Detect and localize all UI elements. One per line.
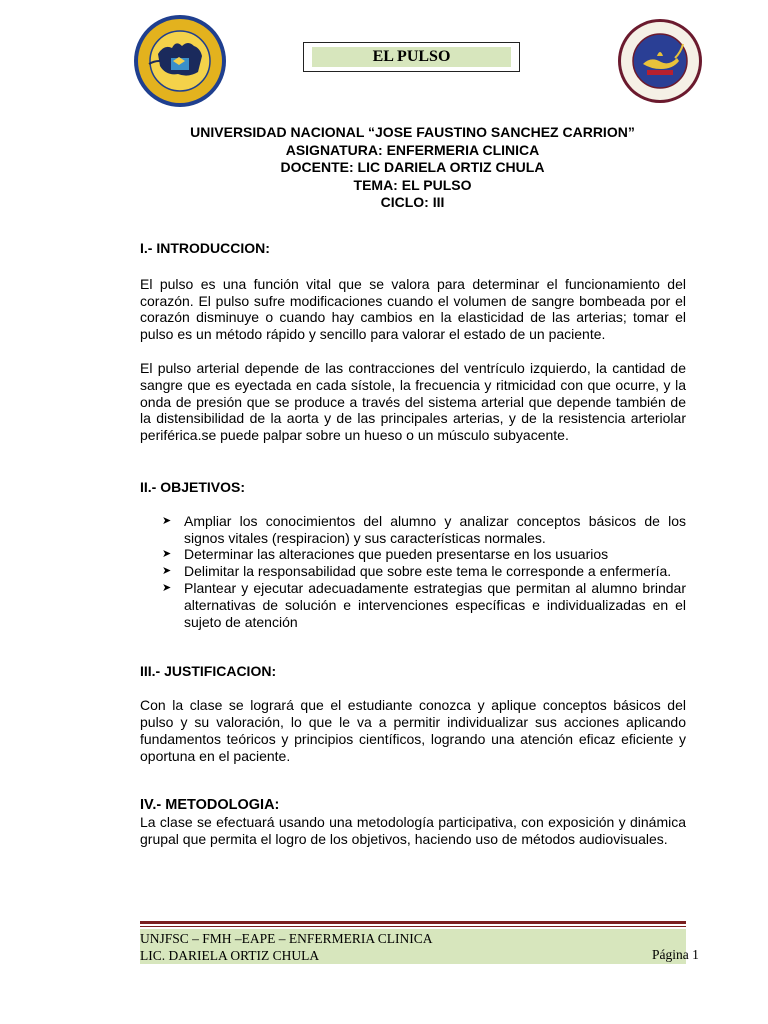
list-item bbox=[140, 563, 686, 580]
list-item bbox=[140, 580, 686, 630]
section-title-methodology: IV.- METODOLOGIA: bbox=[140, 797, 280, 814]
document-title-box bbox=[303, 42, 520, 72]
footer-rule-thick bbox=[140, 921, 686, 924]
section-title-intro: I.- INTRODUCCION: bbox=[140, 240, 270, 256]
university-seal-logo bbox=[133, 14, 227, 108]
section-title-objectives: II.- OBJETIVOS: bbox=[140, 478, 246, 495]
page-footer bbox=[140, 929, 686, 964]
intro-paragraph-1: El pulso es una función vital que se valora para determinar el funcionamiento del corazón. El pulso sufre modificaciones cuando el volumen de sangre bombeada por el corazón disminuye o cuando hay cambios en la elasticidad de las arterias; tomar el pulso es un método rápido y sencillo para valorar el estado de un paciente. bbox=[140, 275, 686, 343]
course-name: ASIGNATURA: ENFERMERIA CLINICA bbox=[285, 141, 540, 158]
footer-line-1: UNJFSC – FMH –EAPE – ENFERMERIA CLINICA bbox=[140, 931, 433, 946]
footer-rule-thin bbox=[140, 926, 686, 927]
nursing-school-seal-icon bbox=[617, 18, 703, 104]
topic: TEMA: EL PULSO bbox=[353, 176, 472, 193]
objectives-list bbox=[140, 513, 686, 631]
footer-line-2: LIC. DARIELA ORTIZ CHULA bbox=[140, 948, 320, 963]
page-number: Página 1 bbox=[652, 947, 699, 962]
nursing-school-seal-logo bbox=[617, 18, 703, 104]
cycle: CICLO: III bbox=[380, 194, 445, 210]
heading-block bbox=[140, 124, 685, 212]
document-body bbox=[140, 240, 686, 848]
arrow-bullet-icon: ➤ bbox=[162, 565, 172, 578]
objective-text: Delimitar la responsabilidad que sobre este tema le corresponde a enfermería. bbox=[184, 563, 672, 580]
arrow-bullet-icon: ➤ bbox=[162, 581, 172, 594]
teacher-name: DOCENTE: LIC DARIELA ORTIZ CHULA bbox=[280, 159, 545, 175]
objective-text: Ampliar los conocimientos del alumno y analizar conceptos básicos de los signos vitales (respiracion) y sus características normales. bbox=[184, 512, 686, 546]
document-title: EL PULSO bbox=[312, 47, 511, 67]
university-seal-icon bbox=[133, 14, 227, 108]
methodology-paragraph: La clase se efectuará usando una metodología participativa, con exposición y dinámica grupal que permita el logro de los objetivos, haciendo uso de métodos audiovisuales. bbox=[140, 814, 686, 847]
university-name: UNIVERSIDAD NACIONAL “JOSE FAUSTINO SANCHEZ CARRION” bbox=[190, 124, 635, 140]
arrow-bullet-icon: ➤ bbox=[162, 548, 172, 561]
justification-paragraph: Con la clase se logrará que el estudiante conozca y aplique conceptos básicos del pulso y su valoración, lo que le va a permitir individualizar sus acciones aplicando fundamentos teóricos y principios científicos, logrando una atención eficaz eficiente y oportuna en el paciente. bbox=[140, 697, 686, 764]
arrow-bullet-icon: ➤ bbox=[162, 514, 172, 527]
list-item bbox=[140, 513, 686, 547]
section-title-justification: III.- JUSTIFICACION: bbox=[140, 663, 277, 680]
objective-text: Plantear y ejecutar adecuadamente estrategias que permitan al alumno brindar alternativas de solución e intervenciones específicas e individualizadas en el sujeto de atención bbox=[184, 579, 686, 630]
objective-text: Determinar las alteraciones que pueden presentarse en los usuarios bbox=[184, 546, 609, 563]
list-item bbox=[140, 546, 686, 563]
intro-paragraph-2: El pulso arterial depende de las contracciones del ventrículo izquierdo, la cantidad de sangre que es eyectada en cada sístole, la frecuencia y ritmicidad con que ocurre, y la onda de presión que se produce a través del sistema arterial que depende también de la distensibilidad de la aorta y de las principales arterias, y de la resistencia arteriolar periférica.se puede palpar sobre un hueso o un músculo subyacente. bbox=[140, 359, 686, 444]
